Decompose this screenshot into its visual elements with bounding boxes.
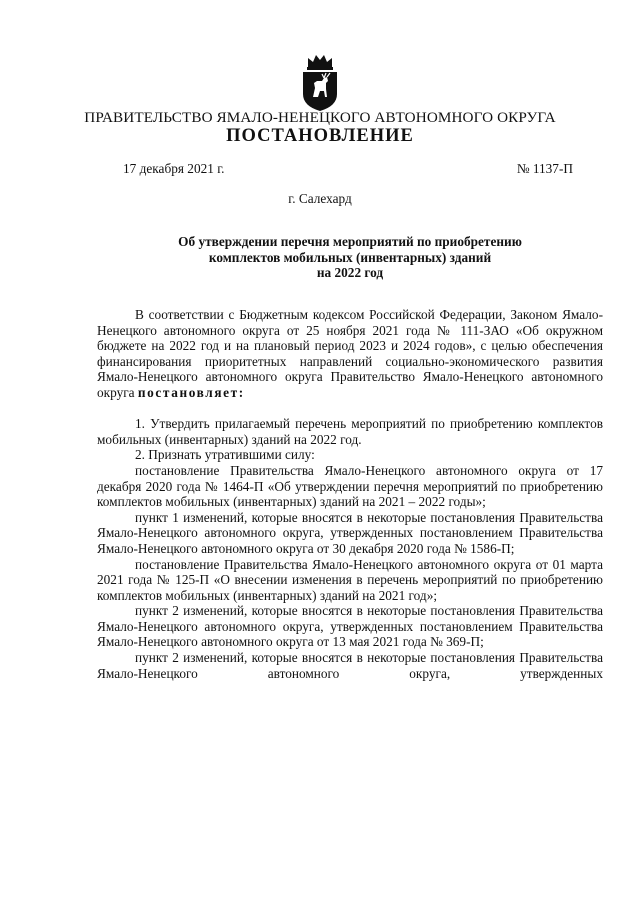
decree-word: постановляет: (137, 384, 245, 400)
body-paragraph: 2. Признать утратившими силу: (135, 447, 315, 463)
preamble-text: В соответствии с Бюджетным кодексом Российской Федерации, Законом Ямало-Ненецкого автономного округа от 25 ноября 2021 года № 111-ЗАО «Об окружном бюджете на 2022 год и на плановый период 2023 и 2024 годов», с целью обеспечения финансирования приоритетных направлений социально-экономического развития Ямало-Ненецкого автономного округа Правительство Ямало-Ненецкого автономного округа (97, 307, 603, 400)
body-paragraph: пункт 2 изменений, которые вносятся в некоторые постановления Правительства Ямало-Ненецкого автономного округа, утвержденных постановлением Правительства Ямало-Ненецкого автономного округа от 13 мая 2021 года № 369-П; (97, 603, 603, 650)
document-city: г. Салехард (288, 191, 352, 206)
organization-name: ПРАВИТЕЛЬСТВО ЯМАЛО-НЕНЕЦКОГО АВТОНОМНОГО ОКРУГА (84, 109, 556, 126)
title-line: Об утверждении перечня мероприятий по приобретению (178, 234, 522, 249)
title-line: комплектов мобильных (инвентарных) зданий (208, 249, 492, 265)
document-body (97, 307, 603, 681)
document-type: ПОСТАНОВЛЕНИЕ (226, 126, 414, 146)
document-number: № 1137-П (516, 161, 573, 176)
preamble-paragraph (97, 307, 603, 401)
title-line: на 2022 год (316, 265, 384, 281)
body-paragraph: 1. Утвердить прилагаемый перечень мероприятий по приобретению комплектов мобильных (инвентарных) зданий на 2022 год. (97, 416, 603, 447)
body-paragraph: пункт 2 изменений, которые вносятся в некоторые постановления Правительства Ямало-Ненецкого автономного округа, утвержденных (97, 650, 603, 681)
body-paragraph: пункт 1 изменений, которые вносятся в некоторые постановления Правительства Ямало-Ненецкого автономного округа, утвержденных постановлением Правительства Ямало-Ненецкого автономного округа от 30 декабря 2020 года № 1586-П; (97, 509, 603, 556)
body-paragraph: постановление Правительства Ямало-Ненецкого автономного округа от 17 декабря 2020 года № 1464-П «Об утверждении перечня мероприятий по приобретению комплектов мобильных (инвентарных) зданий на 2021 – 2022 годы»; (97, 462, 603, 510)
document-date: 17 декабря 2021 г. (123, 161, 225, 176)
body-paragraph: постановление Правительства Ямало-Ненецкого автономного округа от 01 марта 2021 года № 125-П «О внесении изменения в перечень мероприятий по приобретению комплектов мобильных (инвентарных) зданий на 2021 год»; (97, 556, 603, 603)
document-title (100, 234, 600, 281)
coat-of-arms-icon (300, 52, 340, 112)
